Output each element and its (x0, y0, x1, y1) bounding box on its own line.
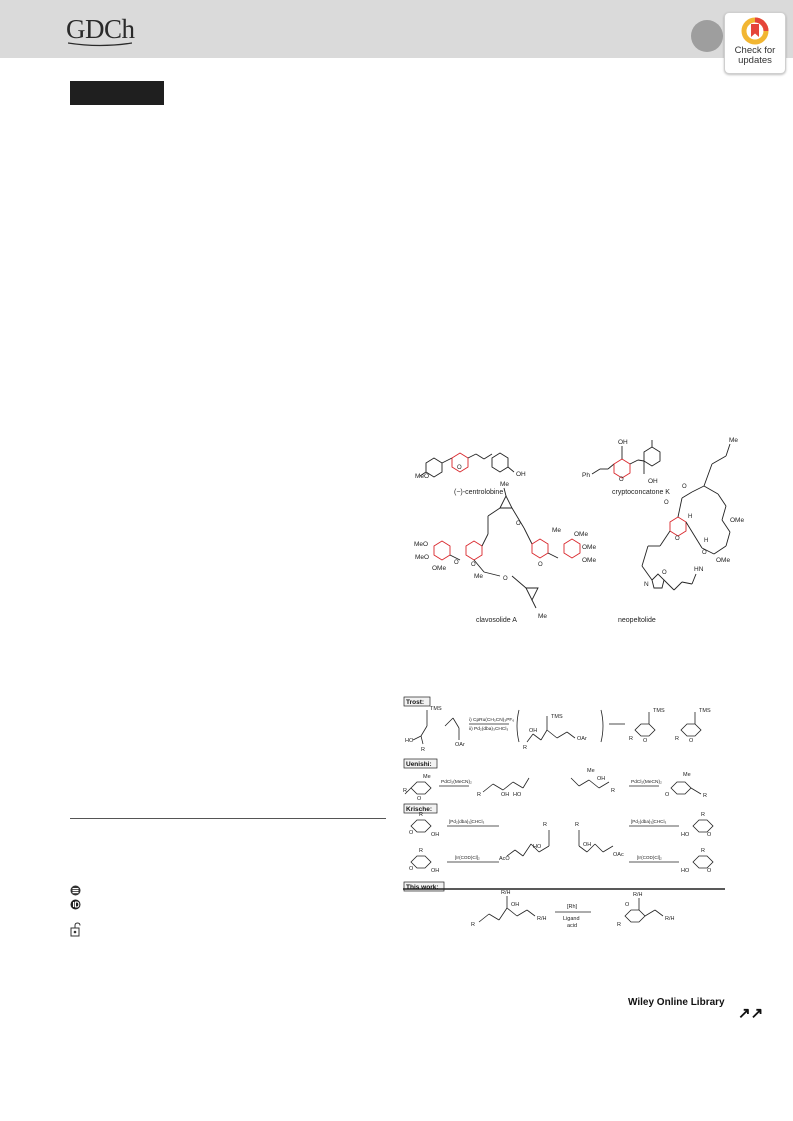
uenishi-condition: PdCl₂(MeCN)₂ (631, 780, 662, 785)
trost-label: O (643, 738, 648, 744)
fig1-label: Ph (582, 472, 590, 479)
this-work-condition: acid (567, 923, 578, 929)
fig1-label: O (516, 521, 521, 527)
gdch-logo-text: GDCh (66, 14, 135, 44)
scheme-section-title: This work: (406, 884, 439, 891)
this-work-condition: Ligand (563, 916, 580, 922)
krische-condition: [Ir(COD)Cl]₂ (637, 855, 662, 860)
trost-label: R (523, 745, 527, 751)
orcid-icon[interactable] (70, 899, 81, 910)
check-for-updates-icon (741, 17, 769, 45)
trost-condition: i) CpRu(CH₃CN)₃PF₆ (469, 718, 515, 723)
fig1-label: Me (500, 481, 510, 488)
homepage-icon[interactable] (70, 885, 81, 896)
trost-label: R (421, 747, 425, 753)
compound-name: cryptoconcatone K (612, 489, 670, 496)
krische-label: OH (583, 842, 592, 848)
fig1-label: OMe (582, 557, 597, 564)
fig1-label: OH (618, 439, 628, 446)
fig1-label: O (662, 570, 667, 576)
krische-label: R (543, 822, 547, 828)
fig1-label: O (675, 536, 680, 542)
this-work-label: R/H (665, 916, 675, 922)
scheme-section-title: Uenishi: (406, 761, 432, 768)
this-work-label: R/H (501, 890, 511, 896)
fig1-label: H (688, 514, 693, 520)
scheme-section-title: Krische: (406, 806, 433, 813)
fig1-label: OMe (582, 544, 597, 551)
trost-label: TMS (551, 714, 563, 720)
fig1-label: OMe (730, 517, 745, 524)
section-type-bar (70, 81, 164, 105)
fig1-label: MeO (414, 541, 429, 548)
check-for-updates-badge[interactable] (724, 12, 786, 74)
neopeltolide-structure (642, 444, 730, 590)
natural-products-figure (412, 436, 782, 632)
trost-label: TMS (430, 706, 442, 712)
open-access-icon (70, 922, 81, 937)
fig1-label: OMe (574, 531, 589, 538)
fig1-label: O (619, 477, 624, 483)
uenishi-label: R (703, 793, 707, 799)
trost-label: TMS (653, 708, 665, 714)
krische-condition: [Pd₂(dba)₃]CHCl₃ (631, 819, 667, 824)
fig1-label: Me (729, 437, 739, 444)
fig1-label: O (454, 560, 459, 566)
trost-label: R (675, 736, 679, 742)
krische-label: HO (681, 868, 690, 874)
fig1-label: MeO (415, 554, 430, 561)
gray-circle-decoration (691, 20, 723, 52)
trost-label: OH (529, 728, 538, 734)
fig1-label: O (457, 465, 462, 471)
this-work-label: R (617, 922, 621, 928)
fig1-label: OH (648, 478, 658, 485)
krische-label: R (419, 848, 423, 854)
krische-structures (411, 820, 713, 868)
krische-condition: [Ir(COD)Cl]₂ (455, 855, 480, 860)
krische-label: HO (533, 844, 542, 850)
krische-condition: [Pd₂(dba)₃]CHCl₃ (449, 819, 485, 824)
krische-label: R (701, 848, 705, 854)
fig1-label: O (702, 550, 707, 556)
clavosolide-structure (434, 488, 580, 608)
krische-label: R (575, 822, 579, 828)
trost-label: TMS (699, 708, 711, 714)
fig1-label: O (471, 562, 476, 568)
centrolobine-structure (420, 453, 514, 477)
fig1-label: OMe (432, 565, 447, 572)
krische-label: O (707, 832, 712, 838)
this-work-label: OH (511, 902, 520, 908)
uenishi-condition: PdCl₂(MeCN)₂ (441, 780, 472, 785)
fig1-label: H (704, 538, 709, 544)
fig1-label: Me (474, 573, 484, 580)
fig1-label: O (682, 484, 687, 490)
trost-label: HO (405, 738, 414, 744)
krische-label: OH (431, 832, 440, 838)
uenishi-label: HO (513, 792, 522, 798)
fig1-label: HN (694, 566, 704, 573)
uenishi-label: O (665, 792, 670, 798)
compound-name: clavosolide A (476, 617, 517, 624)
this-work-label: O (625, 902, 630, 908)
fig1-label: O (664, 500, 669, 506)
trost-label: OAr (455, 742, 465, 748)
uenishi-label: OH (597, 776, 606, 782)
fig1-label: MeO (415, 473, 430, 480)
uenishi-label: O (417, 796, 422, 802)
trost-condition: ii) Pd₂(dba)₃CHCl₃ (469, 727, 509, 732)
uenishi-label: Me (423, 774, 431, 780)
krische-label: O (409, 866, 414, 872)
compound-name: neopeltolide (618, 617, 656, 624)
uenishi-label: Me (587, 768, 595, 774)
fig1-label: O (538, 562, 543, 568)
wiley-online-library-logo[interactable]: Wiley Online Library (628, 997, 725, 1008)
fig1-label: N (644, 581, 649, 588)
fig1-label: Me (552, 527, 562, 534)
krische-label: HO (681, 832, 690, 838)
this-work-label: R/H (537, 916, 547, 922)
arrows-icon: ↗↗ (738, 1005, 764, 1022)
uenishi-label: OH (501, 792, 510, 798)
uenishi-label: R (611, 788, 615, 794)
trost-label: O (689, 738, 694, 744)
krische-label: AcO (499, 856, 510, 862)
scheme-section-title: Trost: (406, 699, 425, 706)
krische-label: O (409, 830, 414, 836)
krische-label: OAc (613, 852, 624, 858)
uenishi-label: R (477, 792, 481, 798)
this-work-condition: [Rh] (567, 904, 578, 910)
check-for-updates-text: Check for updates (734, 45, 776, 66)
fig1-label: O (503, 576, 508, 582)
this-work-label: R/H (633, 892, 643, 898)
trost-label: OAr (577, 736, 587, 742)
fig1-label: OH (516, 471, 526, 478)
krische-label: OH (431, 868, 440, 874)
krische-label: O (707, 868, 712, 874)
footnote-divider (70, 818, 386, 819)
uenishi-label: Me (683, 772, 691, 778)
synthetic-approaches-scheme (403, 696, 725, 936)
fig1-label: Me (538, 613, 548, 620)
krische-label: R (701, 812, 705, 818)
fig1-label: OMe (716, 557, 731, 564)
gdch-swoosh-icon (68, 42, 132, 47)
uenishi-label: R (403, 788, 407, 794)
krische-label: R (419, 812, 423, 818)
compound-name: (−)-centrolobine (454, 489, 504, 496)
trost-label: R (629, 736, 633, 742)
gdch-logo (66, 14, 136, 48)
this-work-label: R (471, 922, 475, 928)
